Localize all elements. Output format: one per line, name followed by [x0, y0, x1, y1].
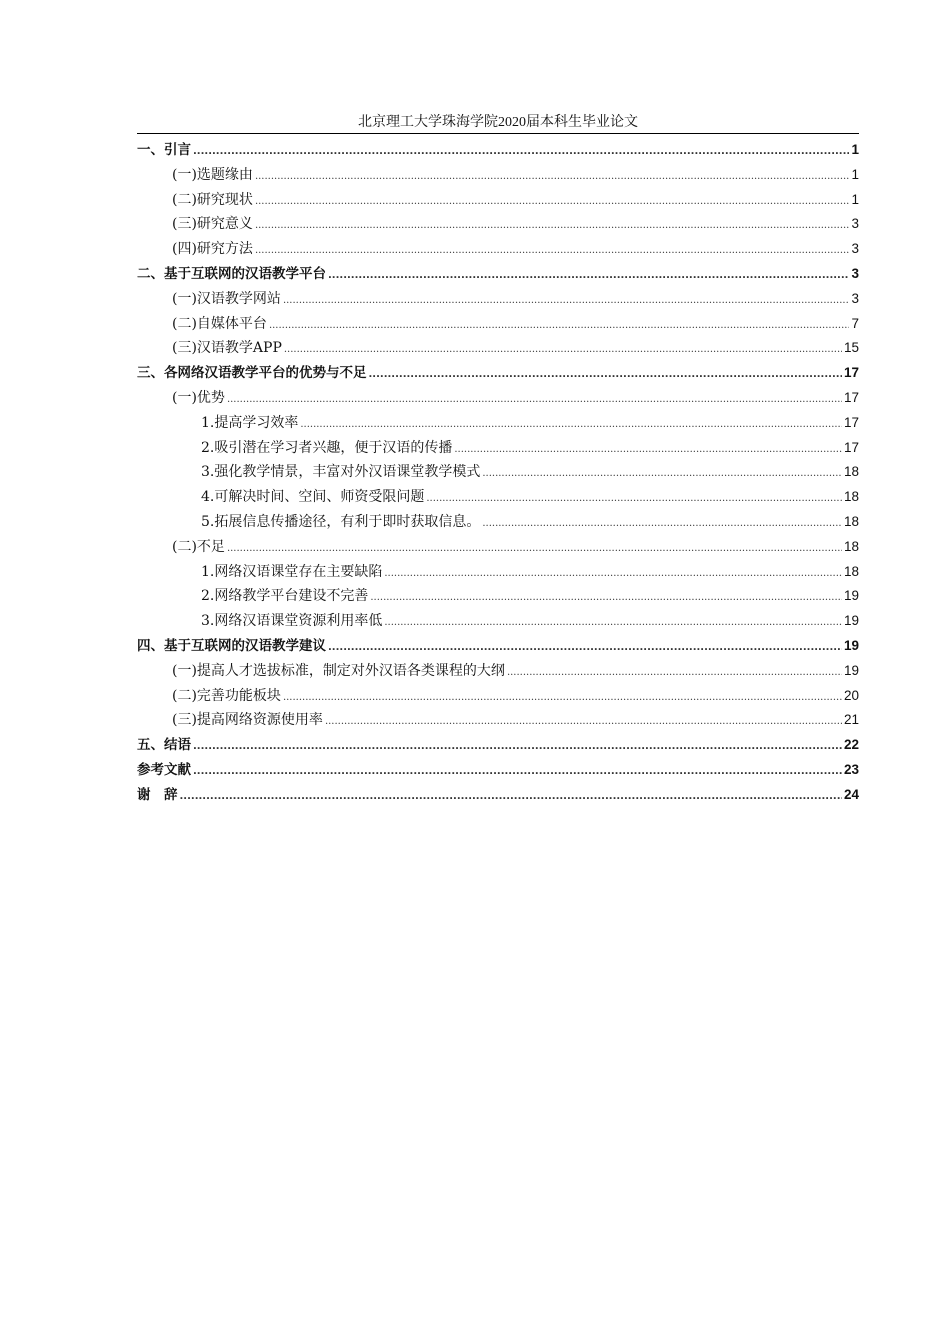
toc-entry-page: 17	[843, 414, 859, 430]
toc-entry-title: 2.吸引潜在学习者兴趣，便于汉语的传播	[201, 439, 453, 456]
toc-entry[interactable]	[137, 460, 859, 485]
toc-entry[interactable]	[137, 212, 859, 237]
toc-entry-page: 18	[843, 563, 859, 579]
toc-entry-title: (一)选题缘由	[172, 166, 253, 183]
toc-entry-page: 17	[843, 389, 859, 405]
header-divider	[137, 133, 859, 134]
toc-entry-title: (一)提高人才选拔标准，制定对外汉语各类课程的大纲	[172, 662, 505, 679]
toc-leader-dots	[283, 686, 842, 711]
toc-entry[interactable]	[137, 684, 859, 709]
toc-leader-dots	[454, 438, 842, 463]
toc-entry-page: 17	[843, 439, 859, 455]
toc-entry-page: 3	[851, 241, 859, 257]
toc-leader-dots	[269, 314, 850, 339]
toc-entry-title: (二)完善功能板块	[172, 687, 281, 704]
toc-leader-dots	[369, 363, 842, 388]
toc-leader-dots	[482, 462, 842, 487]
toc-entry-title: 一、引言	[137, 142, 191, 158]
toc-entry-page: 23	[843, 761, 859, 777]
toc-entry-title: (一)汉语教学网站	[172, 290, 281, 307]
toc-leader-dots	[300, 413, 842, 438]
table-of-contents	[137, 138, 859, 808]
toc-leader-dots	[370, 586, 842, 611]
toc-entry-title: (二)不足	[172, 538, 225, 555]
toc-leader-dots	[507, 661, 842, 686]
toc-entry[interactable]	[137, 485, 859, 510]
toc-entry[interactable]	[137, 336, 859, 361]
toc-entry-title: 三、各网络汉语教学平台的优势与不足	[137, 365, 367, 382]
toc-leader-dots	[255, 239, 850, 264]
toc-entry-page: 7	[851, 315, 859, 331]
page-header: 北京理工大学珠海学院2020届本科生毕业论文	[358, 115, 638, 130]
toc-entry[interactable]	[137, 708, 859, 733]
toc-entry-title: 2.网络教学平台建设不完善	[201, 588, 369, 605]
toc-entry[interactable]	[137, 758, 859, 783]
toc-entry[interactable]	[137, 262, 859, 287]
toc-entry-page: 18	[843, 464, 859, 480]
toc-entry-title: 谢 辞	[137, 786, 178, 803]
toc-entry[interactable]	[137, 287, 859, 312]
toc-entry-page: 18	[843, 513, 859, 529]
toc-leader-dots	[384, 562, 842, 587]
toc-entry-title: (四)研究方法	[172, 241, 253, 258]
toc-entry[interactable]	[137, 237, 859, 262]
toc-leader-dots	[384, 611, 842, 636]
toc-entry-title: 4.可解决时间、空间、师资受限问题	[201, 489, 425, 506]
toc-entry-title: (三)汉语教学APP	[172, 340, 282, 357]
toc-entry[interactable]	[137, 510, 859, 535]
toc-entry-page: 22	[843, 737, 859, 753]
toc-entry-page: 19	[843, 637, 859, 653]
toc-entry-title: (三)提高网络资源使用率	[172, 712, 323, 729]
toc-entry-page: 17	[843, 365, 859, 381]
toc-entry-page: 20	[843, 687, 859, 703]
toc-leader-dots	[328, 264, 849, 289]
toc-entry[interactable]	[137, 138, 859, 163]
toc-entry[interactable]	[137, 659, 859, 684]
toc-entry-title: (三)研究意义	[172, 216, 253, 233]
toc-entry-title: (二)研究现状	[172, 191, 253, 208]
toc-leader-dots	[255, 190, 850, 215]
toc-entry-title: 3.强化教学情景，丰富对外汉语课堂教学模式	[201, 464, 481, 481]
toc-entry-title: 1.提高学习效率	[201, 414, 299, 431]
toc-entry[interactable]	[137, 560, 859, 585]
toc-entry-page: 18	[843, 538, 859, 554]
toc-entry[interactable]	[137, 411, 859, 436]
toc-entry-title: 5.拓展信息传播途径，有利于即时获取信息。	[201, 513, 481, 530]
toc-entry-page: 19	[843, 613, 859, 629]
toc-entry-page: 1	[851, 166, 859, 182]
toc-leader-dots	[283, 289, 850, 314]
toc-entry[interactable]	[137, 386, 859, 411]
toc-leader-dots	[193, 760, 842, 785]
toc-leader-dots	[325, 710, 842, 735]
toc-entry[interactable]	[137, 535, 859, 560]
toc-leader-dots	[227, 537, 842, 562]
toc-leader-dots	[227, 388, 842, 413]
toc-leader-dots	[193, 140, 849, 165]
toc-entry-title: (二)自媒体平台	[172, 315, 267, 332]
toc-entry-page: 19	[843, 588, 859, 604]
toc-entry-title: 1.网络汉语课堂存在主要缺陷	[201, 563, 383, 580]
toc-entry-title: 二、基于互联网的汉语教学平台	[137, 265, 326, 282]
toc-leader-dots	[328, 636, 842, 661]
toc-entry-page: 1	[851, 142, 859, 157]
toc-entry-page: 18	[843, 489, 859, 505]
toc-leader-dots	[255, 214, 850, 239]
toc-entry[interactable]	[137, 634, 859, 659]
toc-entry-page: 15	[843, 340, 859, 356]
toc-leader-dots	[284, 338, 842, 363]
toc-entry[interactable]	[137, 436, 859, 461]
toc-entry-title: 参考文献	[137, 761, 191, 778]
toc-entry[interactable]	[137, 733, 859, 758]
toc-entry[interactable]	[137, 584, 859, 609]
toc-entry-page: 3	[851, 290, 859, 306]
toc-leader-dots	[482, 512, 842, 537]
toc-leader-dots	[255, 165, 850, 190]
toc-entry-page: 1	[851, 191, 859, 207]
toc-entry-page: 24	[843, 786, 859, 802]
toc-entry-title: 3.网络汉语课堂资源利用率低	[201, 613, 383, 630]
toc-entry-title: (一)优势	[172, 389, 225, 406]
toc-leader-dots	[193, 735, 842, 760]
toc-entry-title: 五、结语	[137, 737, 191, 754]
toc-entry-page: 19	[843, 662, 859, 678]
toc-entry-title: 四、基于互联网的汉语教学建议	[137, 637, 326, 654]
toc-entry[interactable]	[137, 163, 859, 188]
toc-entry[interactable]	[137, 312, 859, 337]
toc-leader-dots	[180, 785, 842, 810]
toc-leader-dots	[426, 487, 842, 512]
toc-entry-page: 3	[851, 265, 859, 281]
toc-entry[interactable]	[137, 609, 859, 634]
toc-entry-page: 3	[851, 216, 859, 232]
toc-entry[interactable]	[137, 361, 859, 386]
toc-entry[interactable]	[137, 188, 859, 213]
toc-entry-page: 21	[843, 712, 859, 728]
toc-entry[interactable]	[137, 783, 859, 808]
